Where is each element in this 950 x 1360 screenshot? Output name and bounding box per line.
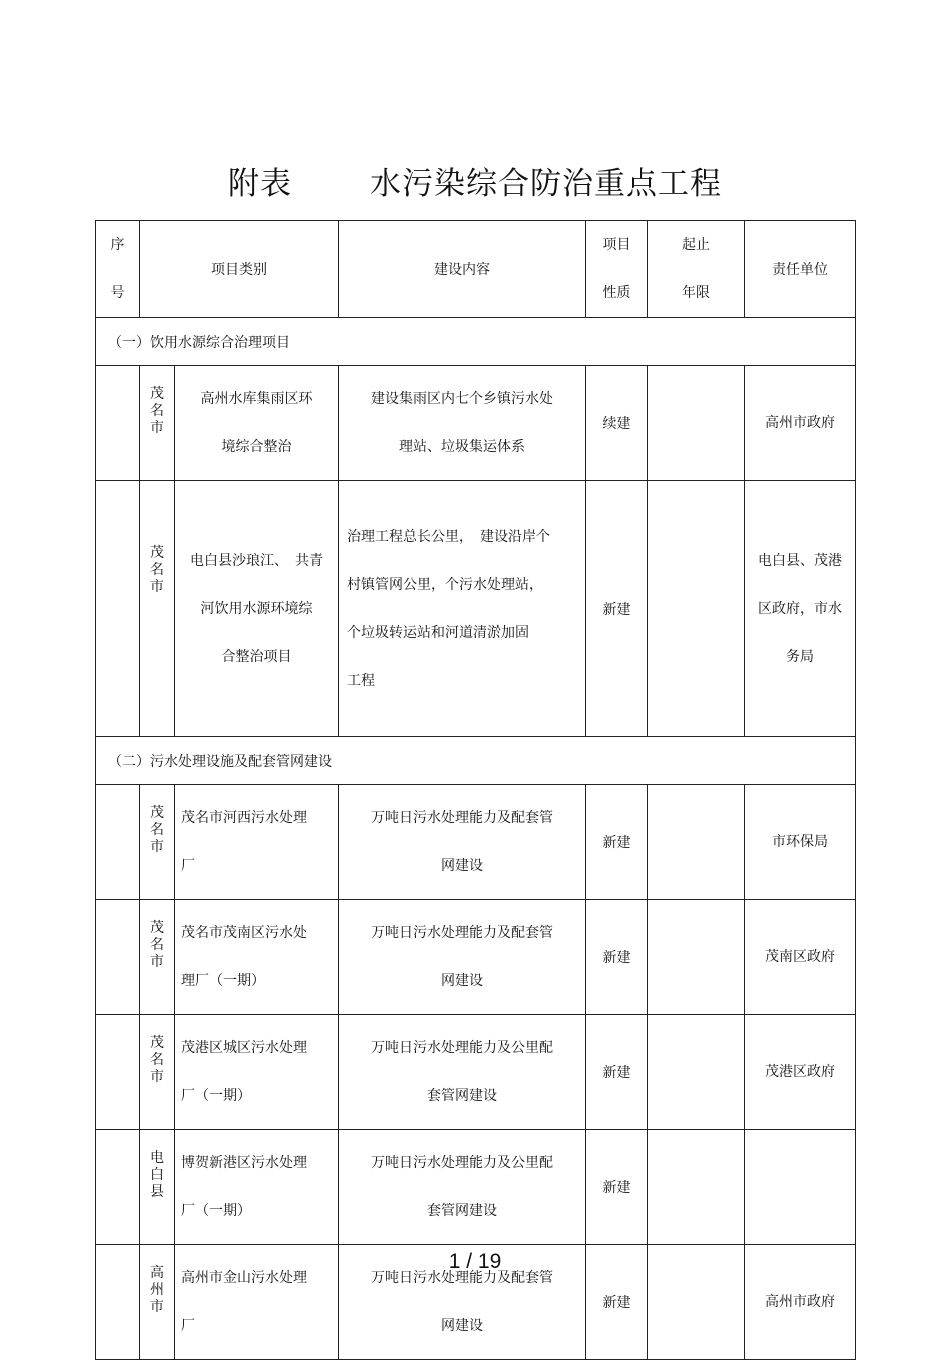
row-city-char: 名 (150, 403, 164, 419)
table-header-row (96, 221, 856, 318)
row-city-char: 市 (150, 839, 164, 855)
project-table (95, 220, 856, 1360)
row-category: 茂港区城区污水处理 厂（一期） (175, 1015, 339, 1130)
row-unit: 市环保局 (745, 785, 856, 900)
row-category: 茂名市茂南区污水处 理厂（一期） (175, 900, 339, 1015)
section-row (96, 737, 856, 785)
header-nature-line2: 性质 (602, 285, 631, 301)
row-city (140, 481, 175, 737)
header-period-line1: 起止 (682, 237, 710, 253)
row-city-char: 茂 (150, 545, 164, 561)
row-period (648, 900, 745, 1015)
row-city-char: 白 (150, 1167, 164, 1183)
header-nature-line1: 项目 (602, 237, 631, 253)
row-number (96, 366, 140, 481)
row-content: 万吨日污水处理能力及公里配 套管网建设 (339, 1130, 586, 1245)
row-content: 治理工程总长公里， 建设沿岸个 村镇管网公里，个污水处理站， 个垃圾转运站和河道清淤加固 工程 (339, 481, 586, 737)
table-row (96, 1015, 856, 1130)
row-city (140, 785, 175, 900)
row-category: 电白县沙琅江、 共青 河饮用水源环境综 合整治项目 (175, 481, 339, 737)
header-no-line1: 序 (110, 237, 125, 253)
row-city-char: 州 (150, 1282, 164, 1298)
row-unit: 电白县、茂港 区政府，市水 务局 (745, 481, 856, 737)
row-city-char: 茂 (150, 805, 164, 821)
table-row (96, 1130, 856, 1245)
row-city (140, 1130, 175, 1245)
header-no (96, 221, 140, 318)
header-nature (586, 221, 648, 318)
row-unit: 茂南区政府 (745, 900, 856, 1015)
row-nature: 新建 (586, 1130, 648, 1245)
row-city (140, 1015, 175, 1130)
row-period (648, 366, 745, 481)
page-title (0, 158, 950, 203)
row-content: 万吨日污水处理能力及公里配 套管网建设 (339, 1015, 586, 1130)
row-city-char: 市 (150, 579, 164, 595)
row-unit (745, 1130, 856, 1245)
table-row (96, 481, 856, 737)
row-city-char: 市 (150, 1069, 164, 1085)
page-number: 1 / 19 (448, 1250, 502, 1273)
row-city-char: 茂 (150, 386, 164, 402)
table-row (96, 366, 856, 481)
row-nature: 新建 (586, 481, 648, 737)
row-content: 万吨日污水处理能力及配套管 网建设 (339, 785, 586, 900)
row-period (648, 1015, 745, 1130)
row-city-char: 名 (150, 1052, 164, 1068)
row-city-char: 市 (150, 1299, 164, 1315)
row-number (96, 481, 140, 737)
row-nature: 新建 (586, 1015, 648, 1130)
row-unit: 高州市政府 (745, 1245, 856, 1360)
row-nature: 续建 (586, 366, 648, 481)
row-city-char: 县 (150, 1184, 164, 1200)
header-period-line2: 年限 (682, 285, 710, 301)
row-content: 万吨日污水处理能力及配套管 网建设 (339, 1245, 586, 1360)
row-category: 茂名市河西污水处理 厂 (175, 785, 339, 900)
row-content: 万吨日污水处理能力及配套管 网建设 (339, 900, 586, 1015)
row-city-char: 高 (150, 1265, 164, 1281)
header-unit: 责任单位 (745, 221, 856, 318)
table-row (96, 785, 856, 900)
row-nature: 新建 (586, 1245, 648, 1360)
header-content: 建设内容 (339, 221, 586, 318)
row-number (96, 1130, 140, 1245)
row-city-char: 电 (150, 1150, 164, 1166)
row-city-char: 茂 (150, 1035, 164, 1051)
section-row (96, 318, 856, 366)
row-city-char: 名 (150, 822, 164, 838)
row-period (648, 785, 745, 900)
row-city-char: 茂 (150, 920, 164, 936)
row-category: 博贺新港区污水处理 厂（一期） (175, 1130, 339, 1245)
row-category: 高州水库集雨区环 境综合整治 (175, 366, 339, 481)
row-content: 建设集雨区内七个乡镇污水处 理站、垃圾集运体系 (339, 366, 586, 481)
title-prefix: 附表 (228, 166, 292, 202)
title-main: 水污染综合防治重点工程 (370, 166, 722, 202)
row-city (140, 366, 175, 481)
row-period (648, 1130, 745, 1245)
row-city (140, 900, 175, 1015)
row-city-char: 名 (150, 937, 164, 953)
table-row (96, 900, 856, 1015)
row-nature: 新建 (586, 785, 648, 900)
row-city-char: 市 (150, 420, 164, 436)
header-no-line2: 号 (110, 285, 125, 301)
row-number (96, 900, 140, 1015)
section-title: （二）污水处理设施及配套管网建设 (96, 737, 856, 785)
row-number (96, 785, 140, 900)
row-unit: 高州市政府 (745, 366, 856, 481)
row-nature: 新建 (586, 900, 648, 1015)
row-city-char: 市 (150, 954, 164, 970)
row-unit: 茂港区政府 (745, 1015, 856, 1130)
header-category: 项目类别 (140, 221, 339, 318)
row-city-char: 名 (150, 562, 164, 578)
section-title: （一）饮用水源综合治理项目 (96, 318, 856, 366)
header-period (648, 221, 745, 318)
row-period (648, 481, 745, 737)
row-number (96, 1015, 140, 1130)
row-category: 高州市金山污水处理 厂 (175, 1245, 339, 1360)
